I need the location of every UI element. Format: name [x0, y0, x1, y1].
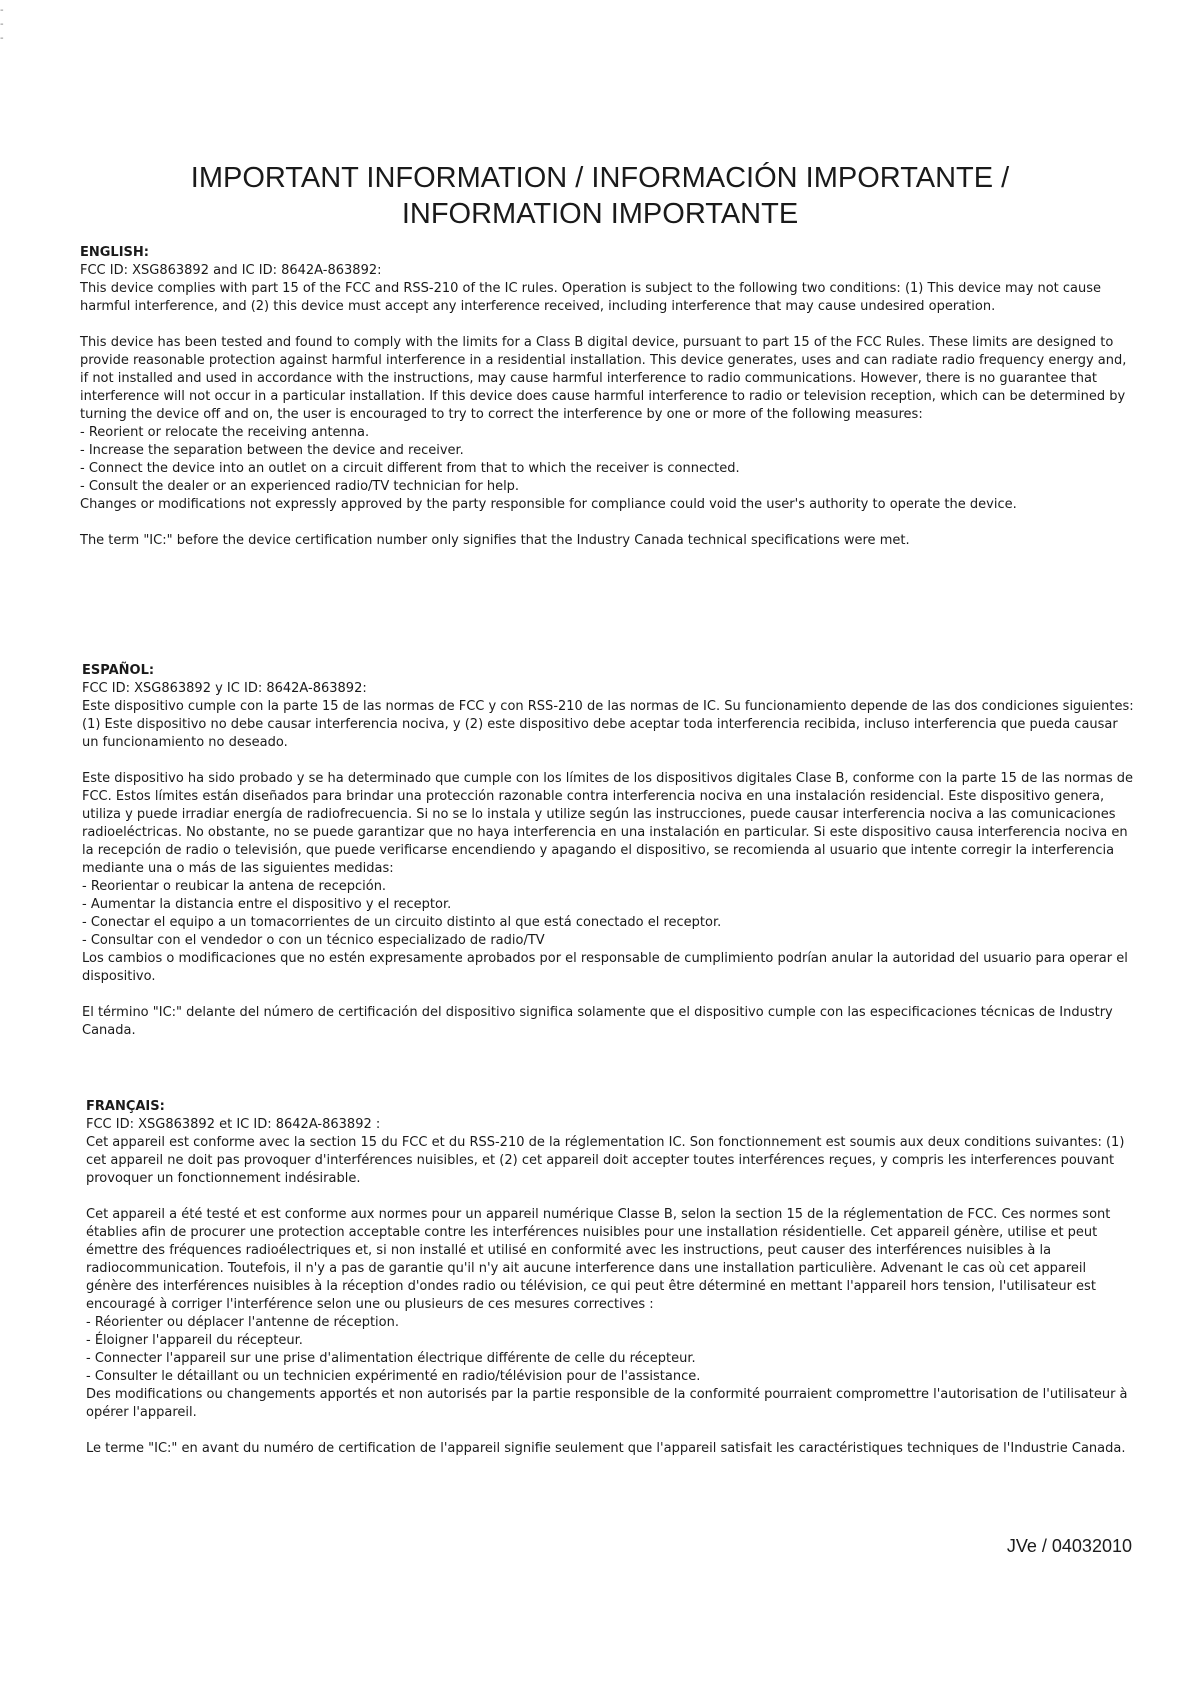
list-item: - Increase the separation between the device and receiver.: [80, 443, 464, 458]
compliance-paragraph: Este dispositivo cumple con la parte 15 de las normas de FCC y con RSS-210 de las normas de IC. Su funcionamiento depende de las dos condiciones siguientes: (1) Este dispositivo no debe causar interferencia nociva, y (2) este dispositivo debe aceptar toda interferencia recibida, incluso interferencia que pueda causar un funcionamiento no deseado.: [82, 699, 1134, 750]
list-item: - Aumentar la distancia entre el dispositivo y el receptor.: [82, 897, 452, 912]
page-title: [130, 160, 1070, 232]
page-title-line-2: INFORMATION IMPORTANTE: [401, 198, 799, 230]
list-item: - Consult the dealer or an experienced radio/TV technician for help.: [80, 479, 520, 494]
measures-list: [82, 878, 1134, 950]
list-item: - Connect the device into an outlet on a circuit different from that to which the receiver is connected.: [80, 461, 740, 476]
list-item: - Reorient or relocate the receiving antenna.: [80, 425, 370, 440]
tested-paragraph: Este dispositivo ha sido probado y se ha determinado que cumple con los límites de los dispositivos digitales Clase B, conforme con la parte 15 de las normas de FCC. Estos límites están diseñados para brindar una protección razonable contra interferencia nociva en una instalación residencial. Este dispositivo genera, utiliza y puede irradiar energía de radiofrecuencia. Si no se lo instala y utilize según las instrucciones, puede causar interferencia nociva a las comunicaciones radioeléctricas. No obstante, no se puede garantizar que no haya interferencia en una instalación en particular. Si este dispositivo causa interferencia nociva en la recepción de radio o televisión, que puede verificarse encendiendo y apagando el dispositivo, se recomienda al usuario que intente corregir la interferencia mediante una o más de las siguientes medidas:: [82, 771, 1134, 876]
measures-list: [86, 1314, 1134, 1386]
page-title-line-1: IMPORTANT INFORMATION / INFORMACIÓN IMPORTANTE /: [190, 162, 1010, 194]
changes-paragraph: Los cambios o modificaciones que no estén expresamente aprobados por el responsable de cumplimiento podrían anular la autoridad del usuario para operar el dispositivo.: [82, 951, 1128, 984]
term-paragraph: El término "IC:" delante del número de certificación del dispositivo significa solamente que el dispositivo cumple con las especificaciones técnicas de Industry Canada.: [82, 1005, 1113, 1038]
document-reference-code: JVe / 04032010: [1006, 1536, 1132, 1556]
list-item: - Consultar con el vendedor o con un técnico especializado de radio/TV: [82, 933, 545, 948]
compliance-paragraph: Cet appareil est conforme avec la section 15 du FCC et du RSS-210 de la réglementation IC. Son fonctionnement est soumis aux deux conditions suivantes: (1) cet appareil ne doit pas provoquer d'interférences nuisibles, et (2) cet appareil doit accepter toutes interférences reçues, y compris les interferences pouvant provoquer un fonctionnement indésirable.: [86, 1135, 1125, 1186]
section-french: [86, 1098, 1134, 1458]
list-item: - Réorienter ou déplacer l'antenne de réception.: [86, 1315, 399, 1330]
term-paragraph: Le terme "IC:" en avant du numéro de certification de l'appareil signifie seulement que l'appareil satisfait les caractéristiques techniques de l'Industrie Canada.: [86, 1441, 1126, 1456]
list-item: - Éloigner l'appareil du récepteur.: [86, 1333, 303, 1348]
list-item: - Consulter le détaillant ou un technicien expérimenté en radio/télévision pour de l'assistance.: [86, 1369, 701, 1384]
section-heading: ESPAÑOL:: [82, 663, 155, 678]
compliance-paragraph: This device complies with part 15 of the FCC and RSS-210 of the IC rules. Operation is subject to the following two conditions: (1) This device may not cause harmful interference, and (2) this device must accept any interference received, including interference that may cause undesired operation.: [80, 281, 1102, 314]
section-english: [80, 244, 1134, 550]
list-item: - Conectar el equipo a un tomacorrientes de un circuito distinto al que está conectado el receptor.: [82, 915, 722, 930]
id-line: FCC ID: XSG863892 y IC ID: 8642A-863892:: [82, 681, 367, 696]
id-line: FCC ID: XSG863892 and IC ID: 8642A-863892:: [80, 263, 382, 278]
changes-paragraph: Changes or modifications not expressly approved by the party responsible for compliance could void the user's authority to operate the device.: [80, 497, 1017, 512]
list-item: - Connecter l'appareil sur une prise d'alimentation électrique différente de celle du récepteur.: [86, 1351, 696, 1366]
tested-paragraph: Cet appareil a été testé et est conforme aux normes pour un appareil numérique Classe B, selon la section 15 de la réglementation de FCC. Ces normes sont établies afin de procurer une protection acceptable contre les interférences nuisibles pour une installation résidentielle. Cet appareil génère, utilise et peut émettre des fréquences radioélectriques et, si non installé et utilisé en conformité avec les instructions, peut causer des interférences nuisibles à la radiocommunication. Toutefois, il n'y a pas de garantie qu'il n'y ait aucune interference dans une installation particulière. Advenant le cas où cet appareil génère des interférences nuisibles à la réception d'ondes radio ou télévision, ce qui peut être déterminé en mettant l'appareil hors tension, l'utilisateur est encouragé à corriger l'interférence selon une ou plusieurs de ces mesures correctives :: [86, 1207, 1111, 1312]
changes-paragraph: Des modifications ou changements apportés et non autorisés par la partie responsible de la conformité pourraient compromettre l'autorisation de l'utilisateur à opérer l'appareil.: [86, 1387, 1128, 1420]
section-heading: ENGLISH:: [80, 245, 149, 260]
section-spanish: [82, 662, 1134, 1040]
list-item: - Reorientar o reubicar la antena de recepción.: [82, 879, 387, 894]
tested-paragraph: This device has been tested and found to comply with the limits for a Class B digital device, pursuant to part 15 of the FCC Rules. These limits are designed to provide reasonable protection against harmful interference in a residential installation. This device generates, uses and can radiate radio frequency energy and, if not installed and used in accordance with the instructions, may cause harmful interference to radio communications. However, there is no guarantee that interference will not occur in a particular installation. If this device does cause harmful interference to radio or television reception, which can be determined by turning the device off and on, the user is encouraged to try to correct the interference by one or more of the following measures:: [80, 335, 1127, 422]
id-line: FCC ID: XSG863892 et IC ID: 8642A-863892 :: [86, 1117, 381, 1132]
term-paragraph: The term "IC:" before the device certification number only signifies that the Industry Canada technical specifications were met.: [80, 533, 910, 548]
section-heading: FRANÇAIS:: [86, 1099, 165, 1114]
scan-edge-mark: - - -: [0, 5, 4, 44]
measures-list: [80, 424, 1134, 496]
